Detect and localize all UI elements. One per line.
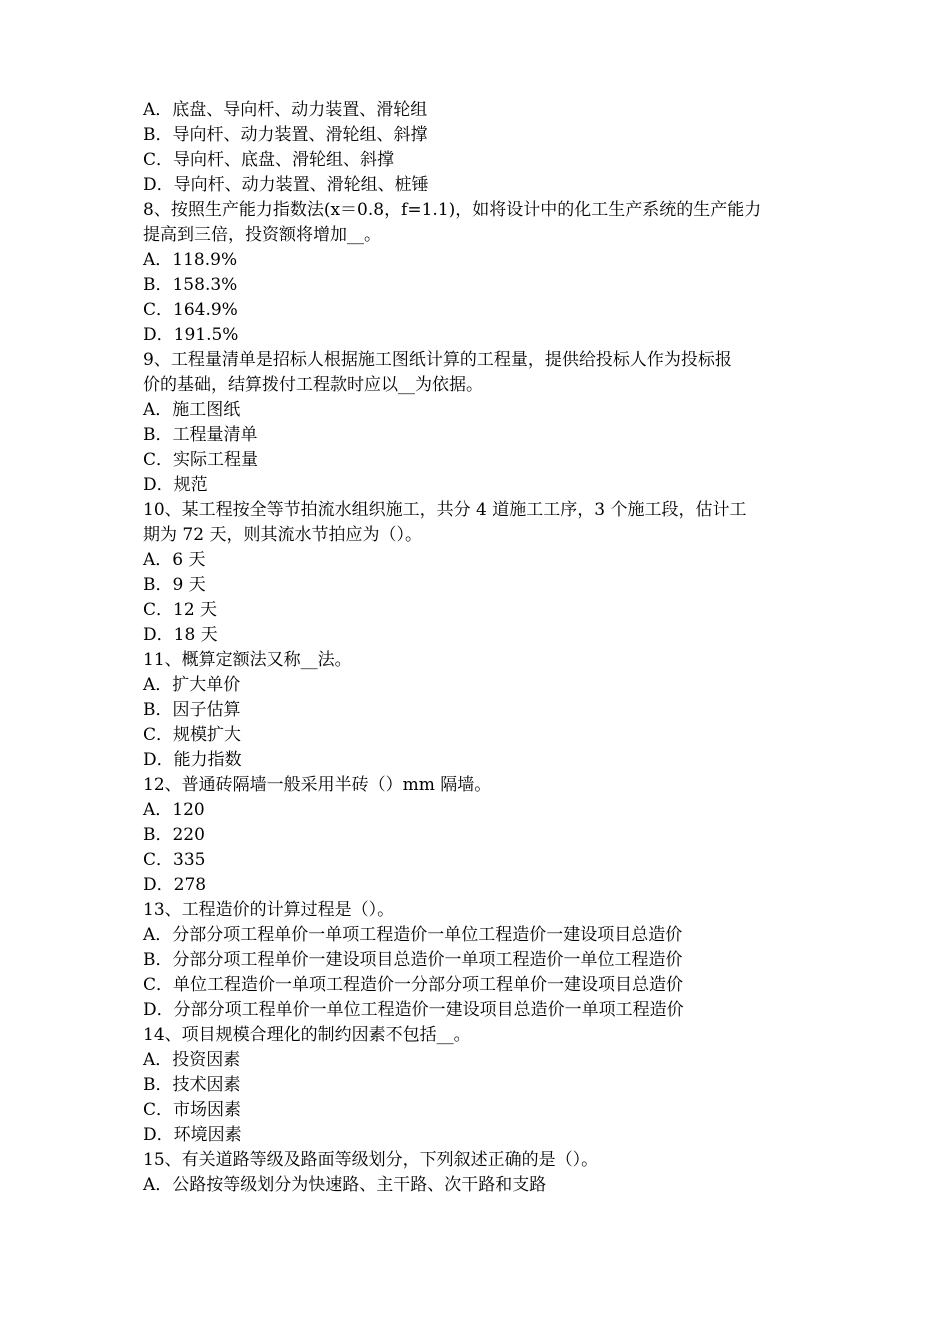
- question-line: 12、普通砖隔墙一般采用半砖（）mm 隔墙。: [143, 775, 492, 795]
- question-line: 14、项目规模合理化的制约因素不包括__。: [143, 1025, 471, 1045]
- option-line: D．环境因素: [143, 1125, 242, 1145]
- option-line: C．导向杆、底盘、滑轮组、斜撑: [143, 150, 395, 170]
- option-line: C．规模扩大: [143, 725, 242, 745]
- question-line: 期为 72 天，则其流水节拍应为（）。: [143, 525, 422, 545]
- question-line: 10、某工程按全等节拍流水组织施工，共分 4 道施工工序，3 个施工段，估计工: [143, 500, 747, 520]
- option-line: B．导向杆、动力装置、滑轮组、斜撑: [143, 125, 428, 145]
- option-line: A．公路按等级划分为快速路、主干路、次干路和支路: [143, 1175, 547, 1195]
- option-line: C．市场因素: [143, 1100, 242, 1120]
- option-line: A．投资因素: [143, 1050, 241, 1070]
- option-line: B．因子估算: [143, 700, 241, 720]
- option-line: D．能力指数: [143, 750, 242, 770]
- option-line: A．120: [143, 800, 205, 820]
- option-line: C．实际工程量: [143, 450, 259, 470]
- option-line: C．164.9%: [143, 300, 238, 320]
- option-line: D．规范: [143, 475, 208, 495]
- option-line: B．158.3%: [143, 275, 238, 295]
- option-line: B．分部分项工程单价一建设项目总造价一单项工程造价一单位工程造价: [143, 950, 683, 970]
- question-line: 8、按照生产能力指数法(x＝0.8，f=1.1)，如将设计中的化工生产系统的生产能力: [143, 200, 762, 220]
- option-line: C．单位工程造价一单项工程造价一分部分项工程单价一建设项目总造价: [143, 975, 684, 995]
- option-line: A．118.9%: [143, 250, 238, 270]
- option-line: B．工程量清单: [143, 425, 258, 445]
- option-line: A．底盘、导向杆、动力装置、滑轮组: [143, 100, 428, 120]
- option-line: A．6 天: [143, 550, 206, 570]
- option-line: D．18 天: [143, 625, 218, 645]
- question-line: 13、工程造价的计算过程是（）。: [143, 900, 395, 920]
- option-line: D．191.5%: [143, 325, 239, 345]
- option-line: A．施工图纸: [143, 400, 241, 420]
- exam-text-body: [143, 98, 813, 1198]
- question-line: 15、有关道路等级及路面等级划分，下列叙述正确的是（）。: [143, 1150, 599, 1170]
- option-line: C．12 天: [143, 600, 218, 620]
- question-line: 提高到三倍，投资额将增加__。: [143, 225, 381, 245]
- option-line: A．扩大单价: [143, 675, 241, 695]
- question-line: 价的基础，结算拨付工程款时应以__为依据。: [143, 375, 483, 395]
- option-line: C．335: [143, 850, 206, 870]
- option-line: D．导向杆、动力装置、滑轮组、桩锤: [143, 175, 429, 195]
- option-line: B．220: [143, 825, 205, 845]
- question-line: 11、概算定额法又称__法。: [143, 650, 352, 670]
- option-line: D．278: [143, 875, 207, 895]
- option-line: B．技术因素: [143, 1075, 241, 1095]
- question-line: 9、工程量清单是招标人根据施工图纸计算的工程量，提供给投标人作为投标报: [143, 350, 732, 370]
- option-line: A．分部分项工程单价一单项工程造价一单位工程造价一建设项目总造价: [143, 925, 683, 945]
- option-line: B．9 天: [143, 575, 206, 595]
- option-line: D．分部分项工程单价一单位工程造价一建设项目总造价一单项工程造价: [143, 1000, 684, 1020]
